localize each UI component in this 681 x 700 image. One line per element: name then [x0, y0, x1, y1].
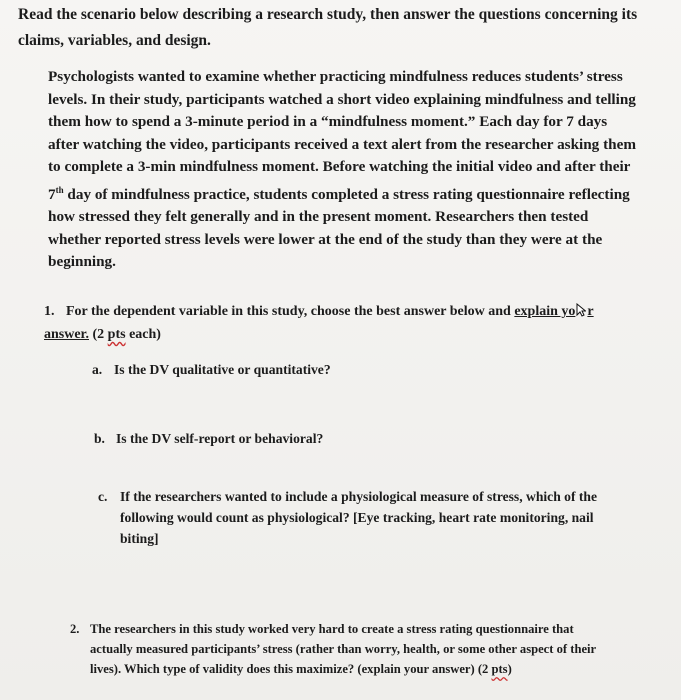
ordinal-suffix: th [55, 184, 64, 195]
question-1 [44, 300, 624, 346]
question-1-points-post: each) [125, 327, 161, 342]
question-1c-label: c. [98, 489, 108, 504]
question-1-points-pre: (2 [89, 327, 108, 342]
scenario-text-2: day of mindfulness practice, students completed a stress rating questionnaire reflecting how stressed they felt generally and in the present moment. Researchers then tested whether reported stress levels were lower at the end of the study than they were at the beginning. [48, 185, 630, 271]
scenario-text-1: Psychologists wanted to examine whether practicing mindfulness reduces students’ stress levels. In their study, participants watched a short video explaining mindfulness and telling them how to spend a 3-minute period in a “mindfulness moment.” Each day for 7 days after watching the video, participants received a text alert from the researcher asking them to complete a 3-min mindfulness moment. Before watching the initial video and after their 7 [48, 68, 636, 203]
explain-your-answer-pre: explain yo [514, 304, 576, 319]
question-1b-text: Is the DV self-report or behavioral? [116, 431, 324, 446]
question-2 [70, 619, 630, 679]
question-1b-label: b. [94, 431, 105, 446]
question-2-body [90, 619, 610, 679]
question-1-number: 1. [44, 304, 55, 319]
question-1c-text: If the researchers wanted to include a physiological measure of stress, which of the following would count as physiological? [Eye tracking, heart rate monitoring, nail biting] [120, 489, 598, 546]
question-1b [94, 428, 594, 449]
question-1a-text: Is the DV qualitative or quantitative? [114, 362, 331, 377]
question-1-points-word: pts [107, 327, 126, 342]
question-1c [98, 486, 618, 549]
question-1-text-mid: in this study, choose the best answer below and [227, 304, 515, 319]
question-1-text-pre: For the [66, 304, 114, 319]
question-1a [92, 359, 592, 380]
instructions: Read the scenario below describing a research study, then answer the questions concerning its claims, variables, and design. [18, 6, 638, 49]
question-2-text-end: ) [507, 662, 512, 676]
question-2-number: 2. [70, 622, 80, 636]
dependent-variable-term: dependent variable [113, 304, 228, 319]
explain-your-answer-post: r answer. [44, 304, 594, 342]
question-2-text: The researchers in this study worked very hard to create a stress rating questionnaire that actually measured participants’ stress (rather than worry, health, or some other aspect of their lives). Which type of validity does this maximize? (explain your answer) (2 [90, 622, 596, 676]
question-1a-label: a. [92, 362, 103, 377]
mouse-pointer-icon [576, 303, 586, 317]
question-2-points-word: pts [491, 662, 508, 676]
scenario-paragraph [48, 66, 638, 274]
